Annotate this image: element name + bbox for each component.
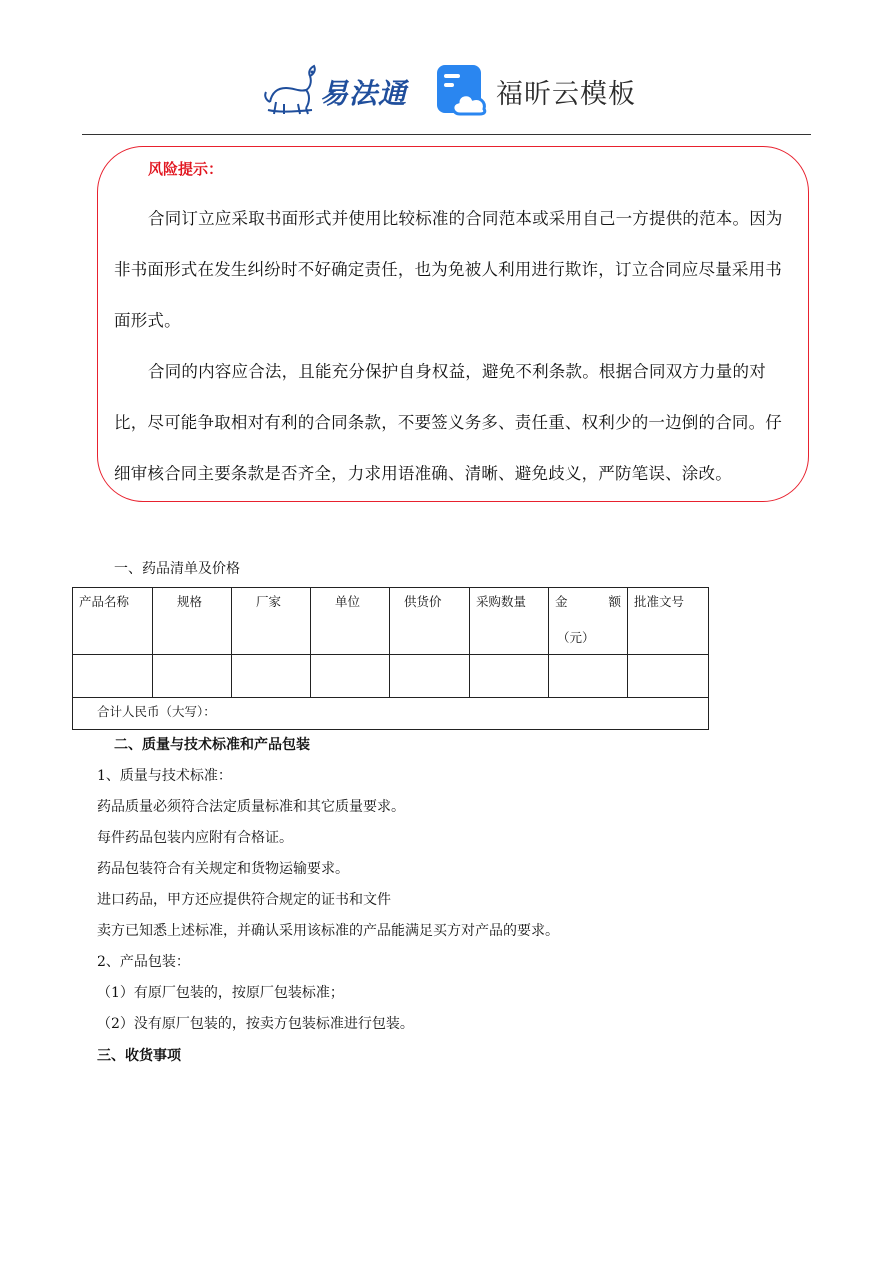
header-amount: 金 额 （元） — [549, 588, 628, 655]
quality-subheading: 1、质量与技术标准： — [97, 768, 232, 784]
yifatong-logo — [262, 62, 414, 118]
page-header — [0, 58, 893, 124]
table-cell[interactable] — [73, 655, 153, 698]
drug-price-table — [72, 587, 709, 730]
header-spec: 规格 — [153, 588, 232, 655]
quality-line-1: 药品质量必须符合法定质量标准和其它质量要求。 — [97, 799, 405, 815]
qilin-icon — [262, 62, 320, 118]
table-cell[interactable] — [549, 655, 628, 698]
header-product-name: 产品名称 — [73, 588, 153, 655]
header-approval-number: 批准文号 — [628, 588, 709, 655]
risk-title: 风险提示： — [148, 160, 224, 178]
packaging-line-1: （1）有原厂包装的，按原厂包装标准； — [97, 985, 344, 1001]
risk-paragraph-2: 合同的内容应合法，且能充分保护自身权益，避免不利条款。根据合同双方力量的对比，尽可能争取相对有利的合同条款，不要签义务多、责任重、权利少的一边倒的合同。仔细审核合同主要条款是否齐全，力求用语准确、清晰、避免歧义，严防笔误、涂改。 — [114, 362, 782, 483]
header-manufacturer: 厂家 — [232, 588, 311, 655]
table-total-row — [73, 698, 709, 730]
table-cell[interactable] — [390, 655, 470, 698]
logo1-text: 易法通 — [320, 77, 408, 110]
table-row — [73, 655, 709, 698]
quality-line-2: 每件药品包装内应附有合格证。 — [97, 830, 293, 846]
packaging-subheading: 2、产品包装： — [97, 954, 190, 970]
risk-paragraph-1: 合同订立应采取书面形式并使用比较标准的合同范本或采用自己一方提供的范本。因为非书面形式在发生纠纷时不好确定责任，也为免被人利用进行欺诈，订立合同应尽量采用书面形式。 — [114, 209, 783, 330]
header-unit: 单位 — [311, 588, 390, 655]
total-rmb-label[interactable]: 合计人民币（大写）： — [73, 698, 709, 730]
cloud-template-icon — [436, 64, 488, 116]
section-1-heading: 一、药品清单及价格 — [114, 561, 240, 577]
table-cell[interactable] — [232, 655, 311, 698]
table-header-row — [73, 588, 709, 655]
logo2-text: 福昕云模板 — [496, 79, 636, 110]
table-cell[interactable] — [470, 655, 549, 698]
packaging-line-2: （2）没有原厂包装的，按卖方包装标准进行包装。 — [97, 1016, 414, 1032]
table-cell[interactable] — [311, 655, 390, 698]
table-cell[interactable] — [628, 655, 709, 698]
header-quantity: 采购数量 — [470, 588, 549, 655]
header-supply-price: 供货价 — [390, 588, 470, 655]
header-divider — [82, 134, 811, 135]
section-2-heading: 二、质量与技术标准和产品包装 — [114, 737, 310, 753]
quality-line-4: 进口药品，甲方还应提供符合规定的证书和文件 — [97, 892, 391, 908]
quality-line-5: 卖方已知悉上述标准，并确认采用该标准的产品能满足买方对产品的要求。 — [97, 923, 559, 939]
section-3-heading: 三、收货事项 — [97, 1048, 181, 1064]
quality-line-3: 药品包装符合有关规定和货物运输要求。 — [97, 861, 349, 877]
table-cell[interactable] — [153, 655, 232, 698]
